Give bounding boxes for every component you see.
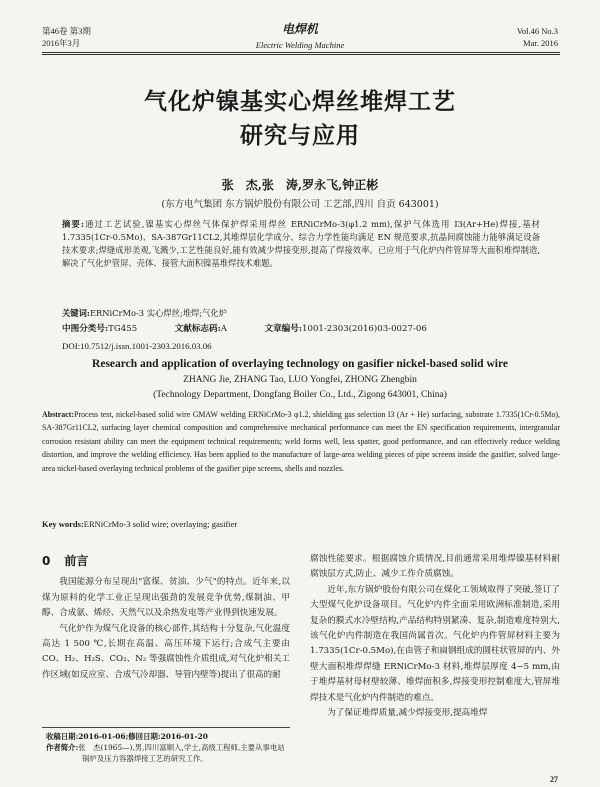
header-rule-thin <box>42 54 560 55</box>
clc-value: TG455 <box>108 324 138 334</box>
authors-cn: 张 杰,张 涛,罗永飞,钟正彬 <box>221 178 379 192</box>
body-right-paragraph-1: 腐蚀性能要求。根据腐蚀介质情况,目前通常采用堆焊镍基材料耐腐蚀层方式,防止、减少工作介质腐蚀。 <box>310 554 560 580</box>
abstract-cn-text: 通过工艺试验,镍基实心焊丝气体保护焊采用焊丝 ERNiCrMo-3(φ1.2 mm),保护气体选用 I3(Ar+He)焊接,基材 1.7335(1Cr-0.5Mo)、SA-387Gr11CL2,其堆焊层化学成分、综合力学性能均满足 EN 规范要求,抗晶间腐蚀能力能够满足设备技术要求;焊缝成形美观,飞溅少,工艺性能良好,能有效减少焊接变形,提高了焊接效率。已应用于气化炉内件管屏等大面积堆焊制造,解决了气化炉管屏、壳体、接管大面积镍基堆焊技术难题。 <box>62 219 540 268</box>
body-right-paragraph-2: 近年,东方锅炉股份有限公司在煤化工领域取得了突破,签订了大型煤气化炉设备项目。气化炉内件全面采用欧洲标准制造,采用复杂的膜式水冷壁结构,产品结构特别紧凑、复杂,制造难度特别大,该气化炉内件制造在我国尚属首次。气化炉内件管屏材料主要为 1.7335(1Cr-0.5Mo),在由管子和扁钢组成的圆柱状管屏的内、外壁大面积堆焊焊缝 ERNiCrMo-3 材料,堆焊层厚度 4~5 mm,由于堆焊基材母材壁较薄、堆焊面积多,焊接变形控制难度大,管屏堆焊技术是气化炉内件制造的难点。 <box>310 584 560 703</box>
keywords-en-label: Key words: <box>42 519 84 529</box>
volume-issue-cn: 第46卷 第3期 <box>42 26 91 36</box>
section-title: 前言 <box>64 554 89 568</box>
author-bio <box>46 742 290 764</box>
date-en: Mar. 2016 <box>523 38 558 48</box>
abstract-en-label: Abstract: <box>42 410 74 419</box>
title-cn-line1: 气化炉镍基实心焊丝堆焊工艺 <box>144 89 456 115</box>
author-bio-text: 张 杰(1965—),男,四川富顺人,学士,高级工程师,主要从事电站锅炉及压力容器焊接工艺的研究工作。 <box>78 743 285 763</box>
section-number: 0 <box>42 554 51 568</box>
keywords-cn-text: ERNiCrMo-3 实心焊丝;堆焊;气化炉 <box>89 308 227 318</box>
date-cn: 2016年3月 <box>42 38 81 48</box>
body-right-column <box>310 552 560 721</box>
abstract-en <box>42 408 560 475</box>
clc-label: 中图分类号: <box>62 324 109 334</box>
affiliation-en: (Technology Department, Dongfang Boiler Co., Ltd., Zigong 643001, China) <box>153 390 447 400</box>
authors-en: ZHANG Jie, ZHANG Tao, LUO Yongfei, ZHONG Zhengbin <box>183 375 417 385</box>
classification-line <box>62 323 540 336</box>
doi-label: DOI: <box>62 341 81 351</box>
volume-issue-en: Vol.46 No.3 <box>516 26 558 36</box>
keywords-cn <box>62 307 540 320</box>
keywords-cn-label: 关键词: <box>62 308 90 318</box>
body-left-paragraph-2: 气化炉作为煤气化设备的核心部件,其结构十分复杂,气化温度高达 1 500 ℃,长期在高温、高压环境下运行;合成气主要由 CO、H₂、H₂S、CO₂、N₂ 等强腐蚀性介质组成,对气化炉相关工作区域(如反应室、合成气冷却器、导管内壁等)提出了很高的耐 <box>42 623 290 680</box>
journal-logo: 电焊机 <box>281 22 318 36</box>
keywords-en <box>42 518 560 531</box>
title-cn-line2: 研究与应用 <box>240 123 360 149</box>
doc-code-value: A <box>220 324 227 334</box>
body-left-paragraph-1: 我国能源分布呈现出"富煤、贫油、少气"的特点。近年来,以煤为原料的化学工业正呈现出强劲的发展竞争优势,煤制油、甲醇、合成氨、烯烃、天然气以及余热发电等产业得到快速发展。 <box>42 577 290 619</box>
abstract-cn <box>62 218 540 270</box>
page-number: 27 <box>550 775 558 784</box>
body-left-column <box>42 550 290 683</box>
header-rule <box>42 52 560 53</box>
footnote-rule <box>42 727 290 728</box>
section-heading <box>42 554 290 571</box>
doi-line <box>62 340 540 353</box>
doc-code-label: 文献标志码: <box>174 324 221 334</box>
received-date: 收稿日期:2016-01-06;修回日期:2016-01-20 <box>46 732 208 741</box>
affiliation-cn: (东方电气集团 东方锅炉股份有限公司 工艺部,四川 自贡 643001) <box>161 199 439 210</box>
article-no-label: 文章编号: <box>264 324 303 334</box>
journal-name-en: Electric Welding Machine <box>255 40 345 50</box>
article-no-value: 1001-2303(2016)03-0027-06 <box>302 324 427 334</box>
body-right-paragraph-3: 为了保证堆焊质量,减少焊接变形,提高堆焊 <box>327 708 488 719</box>
abstract-en-text: Process test, nickel-based solid wire GMAW welding ERNiCrMo-3 φ1.2, shielding gas selection I3 (Ar + He) surfacing, substrate 1.7335(1Cr-0.5Mo), SA-387Gr11CL2, surfacing layer chemical composition and comprehensive mechanical performance can meet the EN specification requirements, intergranular corrosion resistant ability can meet the equipment technical requirements; weld forms well, less spatter, good performance, and can effectively reduce welding distortion, and improve the welding efficiency. Has been applied to the manufacture of large-area welding pieces of pipe screens inside the gasifier, solved large-area nickel-based overlaying technical problems of the gasifier pipe screens, shells and nozzles. <box>42 410 560 473</box>
title-en: Research and application of overlaying technology on gasifier nickel-based solid wire <box>92 358 508 370</box>
abstract-cn-label: 摘要: <box>62 219 84 229</box>
doi-value: 10.7512/j.issn.1001-2303.2016.03.06 <box>80 341 212 351</box>
footnote <box>46 731 290 764</box>
author-bio-label: 作者简介: <box>46 743 79 752</box>
keywords-en-text: ERNiCrMo-3 solid wire; overlaying; gasifier <box>83 519 238 529</box>
